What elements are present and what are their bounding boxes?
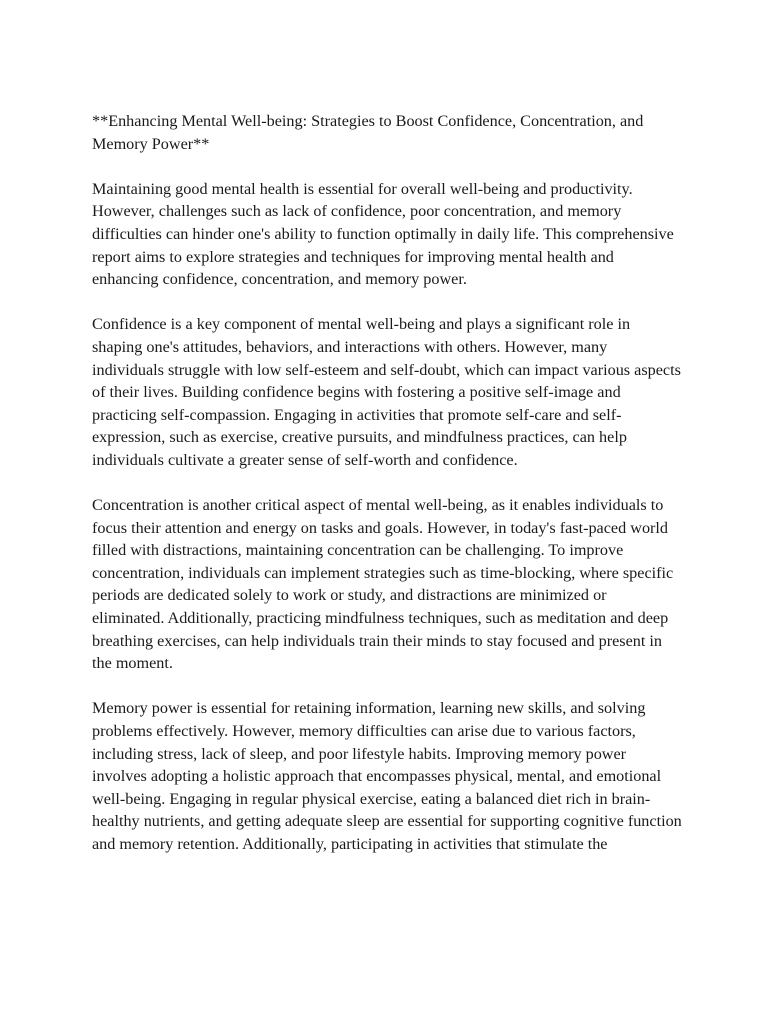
document-body: [92, 110, 682, 878]
paragraph-memory: Memory power is essential for retaining information, learning new skills, and solving problems effectively. However, memory difficulties can arise due to various factors, including stress, lack of sleep, and poor lifestyle habits. Improving memory power involves adopting a holistic approach that encompasses physical, mental, and emotional well-being. Engaging in regular physical exercise, eating a balanced diet rich in brain-healthy nutrients, and getting adequate sleep are essential for supporting cognitive function and memory retention. Additionally, participating in activities that stimulate the: [92, 699, 682, 853]
paragraph-confidence: Confidence is a key component of mental well-being and plays a significant role in shaping one's attitudes, behaviors, and interactions with others. However, many individuals struggle with low self-esteem and self-doubt, which can impact various aspects of their lives. Building confidence begins with fostering a positive self-image and practicing self-compassion. Engaging in activities that promote self-care and self-expression, such as exercise, creative pursuits, and mindfulness practices, can help individuals cultivate a greater sense of self-worth and confidence.: [92, 315, 681, 469]
document-title: **Enhancing Mental Well-being: Strategies to Boost Confidence, Concentration, and Memory Power**: [92, 112, 644, 153]
paragraph-intro: Maintaining good mental health is essential for overall well-being and productivity. However, challenges such as lack of confidence, poor concentration, and memory difficulties can hinder one's ability to function optimally in daily life. This comprehensive report aims to explore strategies and techniques for improving mental health and enhancing confidence, concentration, and memory power.: [92, 179, 674, 289]
paragraph-concentration: Concentration is another critical aspect of mental well-being, as it enables individuals to focus their attention and energy on tasks and goals. However, in today's fast-paced world filled with distractions, maintaining concentration can be challenging. To improve concentration, individuals can implement strategies such as time-blocking, where specific periods are dedicated solely to work or study, and distractions are minimized or eliminated. Additionally, practicing mindfulness techniques, such as meditation and deep breathing exercises, can help individuals train their minds to stay focused and present in the moment.: [92, 496, 674, 673]
